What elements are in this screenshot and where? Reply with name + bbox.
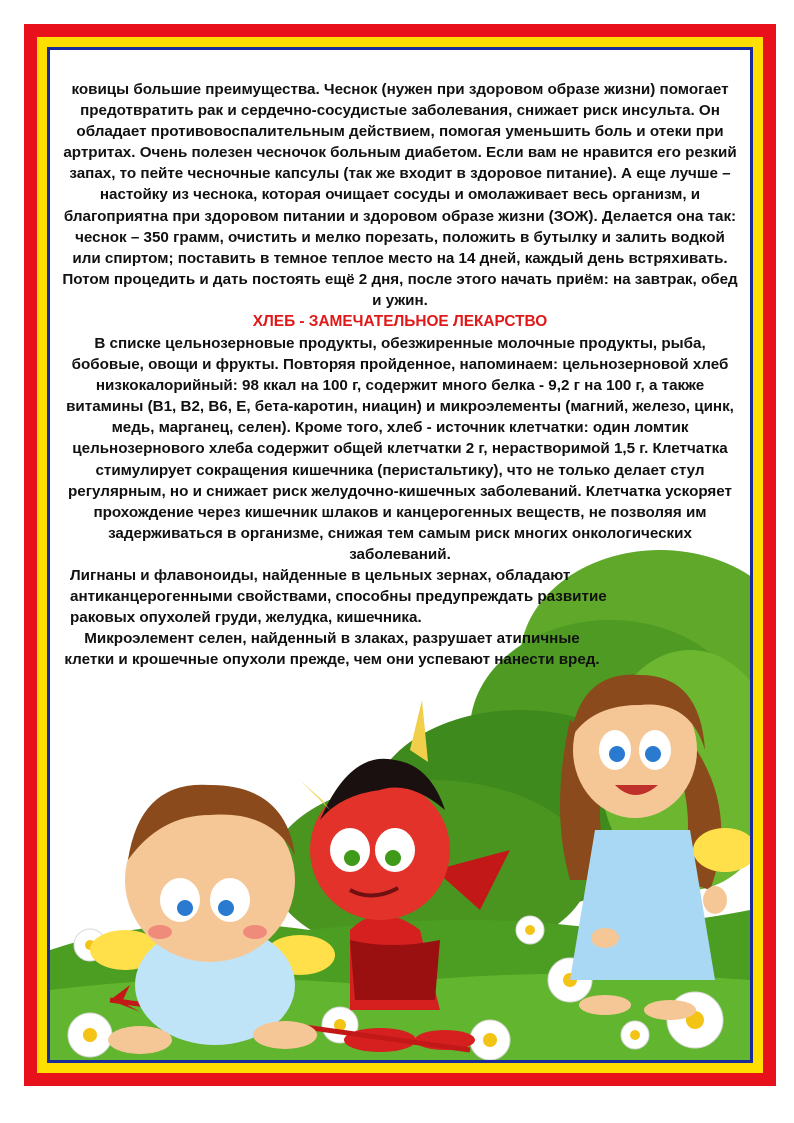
garlic-paragraph: ковицы большие преимущества. Чеснок (нужен при здоровом образе жизни) помогает предотвратить рак и сердечно-сосудистые заболевания, снижает риск инсульта. Он обладает противовоспалительным действием, помогая уменьшить боль и отеки при артритах. Очень полезен чесночок больным диабетом. Если вам не нравится его резкий запах, то пейте чесночные капсулы (так же входит в здоровое питание). А еще лучше – настойку из чеснока, которая очищает сосуды и омолаживает весь организм, и благоприятна при здоровом питании и здоровом образе жизни (ЗОЖ). Делается она так: чеснок – 350 грамм, очистить и мелко порезать, положить в бутылку и залить водкой или спиртом; поставить в темное теплое место на 14 дней, каждый день встряхивать. Потом процедить и дать постоять ещё 2 дня, после этого начать приём: на завтрак, обед и ужин. <box>62 81 738 309</box>
lignans-paragraph: Лигнаны и флавоноиды, найденные в цельных зернах, обладают антиканцерогенными свойствами, способны предупреждать развитие раковых опухолей груди, желудка, кишечника. <box>70 567 607 627</box>
content-panel <box>50 50 750 1060</box>
bread-paragraph: В списке цельнозерновые продукты, обезжиренные молочные продукты, рыба, бобовые, овощи и фрукты. Повторяя пройденное, напоминаем: цельнозерновой хлеб низкокалорийный: 98 ккал на 100 г, содержит много белка - 9,2 г на 100 г, а также витамины (В1, В2, В6, Е, бета-каротин, ниацин) и микроэлементы (магний, железо, цинк, медь, марганец, селен). Кроме того, хлеб - источник клетчатки: один ломтик цельнозернового хлеба содержит общей клетчатки 2 г, нерастворимой 1,5 г. Клетчатка стимулирует сокращения кишечника (перистальтику), что не только делает стул регулярным, но и снижает риск желудочно-кишечных заболеваний. Клетчатка ускоряет прохождение через кишечник шлаков и канцерогенных веществ, не позволяя им задерживаться в организме, снижая тем самым риск многих онкологических заболеваний. <box>66 335 734 563</box>
yellow-frame <box>37 37 763 1073</box>
selenium-paragraph: Микроэлемент селен, найденный в злаках, разрушает атипичные клетки и крошечные опухоли прежде, чем они успевают нанести вред. <box>64 630 600 669</box>
article-text <box>50 50 750 1060</box>
outer-red-frame <box>24 24 776 1086</box>
blue-frame-line <box>47 47 753 1063</box>
bread-section-heading: ХЛЕБ - ЗАМЕЧАТЕЛЬНОЕ ЛЕКАРСТВО <box>252 313 548 330</box>
